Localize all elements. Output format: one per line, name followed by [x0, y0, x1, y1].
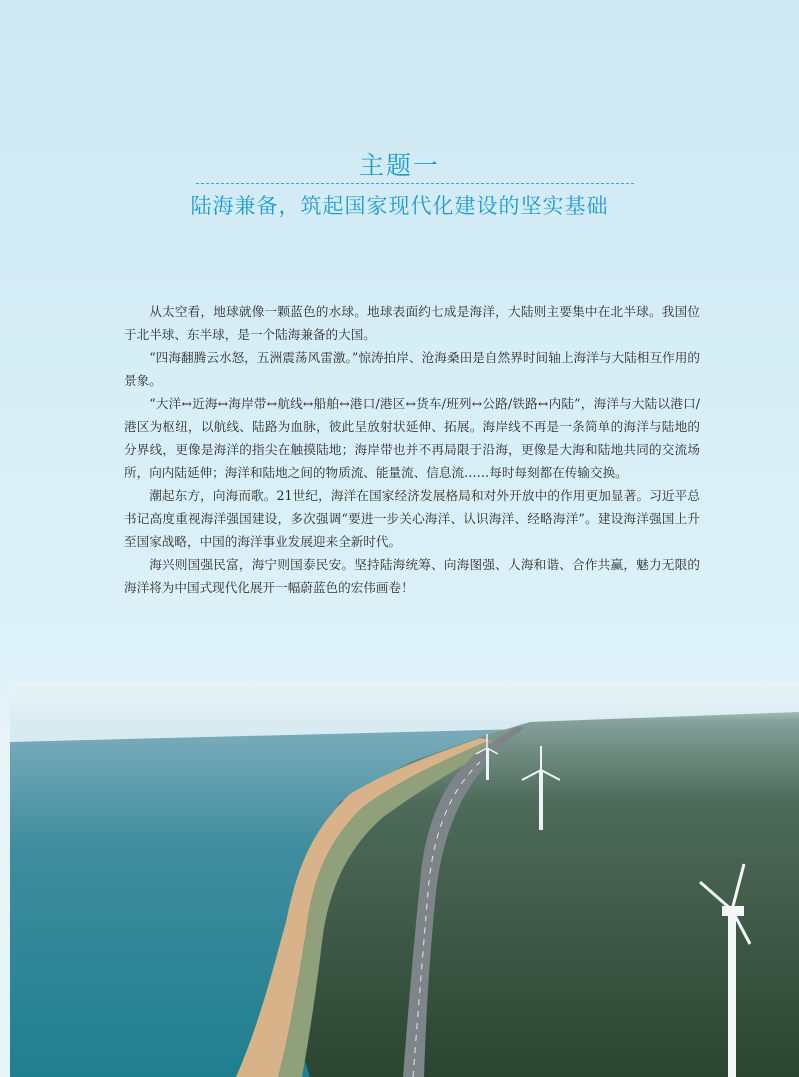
paragraph-2: “四海翻腾云水怒，五洲震荡风雷激。”惊涛拍岸、沧海桑田是自然界时间轴上海洋与大陆相互作用的景象。	[124, 350, 700, 388]
paragraph-1: 从太空看，地球就像一颗蓝色的水球。地球表面约七成是海洋，大陆则主要集中在北半球。我国位于北半球、东半球，是一个陆海兼备的大国。	[124, 304, 700, 342]
photo-top-fade	[10, 682, 799, 722]
paragraph-4: 潮起东方，向海而歌。21世纪，海洋在国家经济发展格局和对外开放中的作用更加显著。习近平总书记高度重视海洋强国建设，多次强调“要进一步关心海洋、认识海洋、经略海洋”。建设海洋强国上升至国家战略，中国的海洋事业发展迎来全新时代。	[124, 488, 700, 549]
paragraph-3: “大洋↔近海↔海岸带↔航线↔船舶↔港口/港区↔货车/班列↔公路/铁路↔内陆”，海洋与大陆以港口/港区为枢纽，以航线、陆路为血脉，彼此呈放射状延伸、拓展。海岸线不再是一条简单的海洋与陆地的分界线，更像是海洋的指尖在触摸陆地；海岸带也并不再局限于沿海，更像是大海和陆地共同的交流场所，向内陆延伸；海洋和陆地之间的物质流、能量流、信息流……每时每刻都在传输交换。	[124, 396, 700, 480]
body-text	[124, 300, 700, 599]
title-divider	[196, 183, 634, 184]
theme-title: 主题一	[358, 151, 440, 180]
paragraph-5: 海兴则国强民富，海宁则国泰民安。坚持陆海统筹、向海图强、人海和谐、合作共赢，魅力无限的海洋将为中国式现代化展开一幅蔚蓝色的宏伟画卷！	[124, 557, 700, 595]
theme-subtitle: 陆海兼备，筑起国家现代化建设的坚实基础	[190, 194, 609, 218]
coastline-aerial-photo	[10, 682, 799, 1077]
